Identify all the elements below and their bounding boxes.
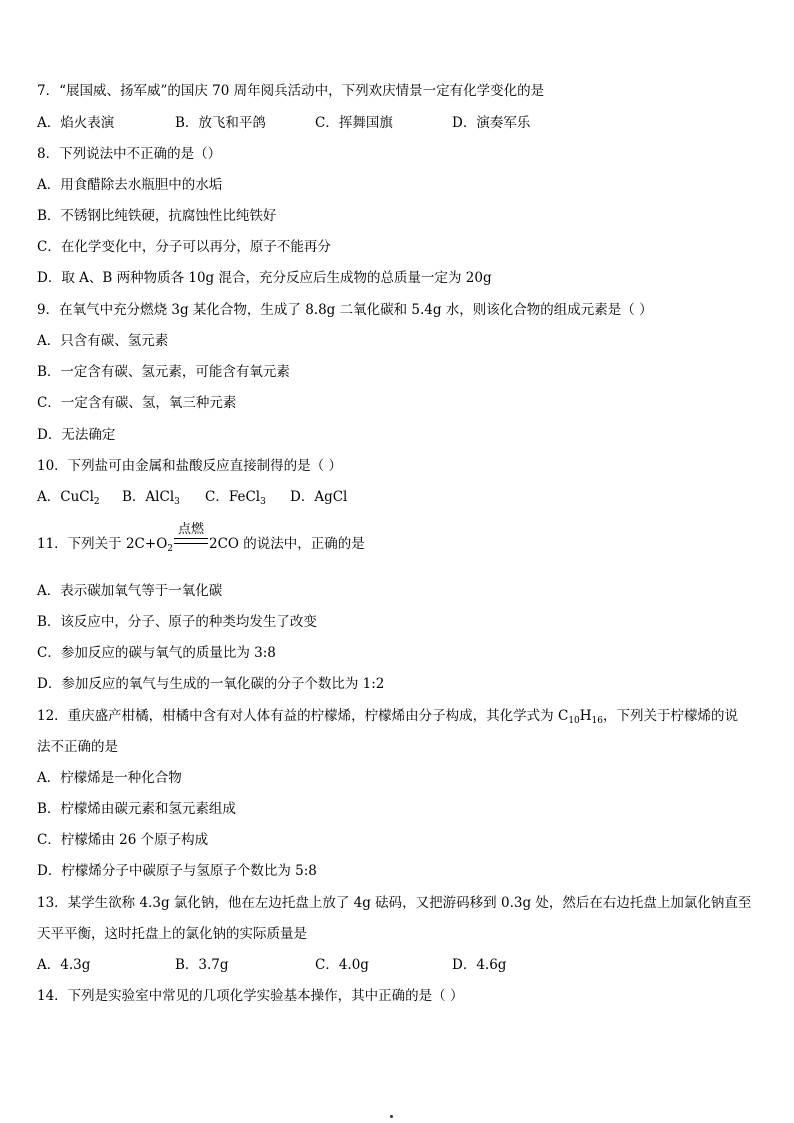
q10-option-b-text: B．AlCl [122,489,175,505]
q10-stem: 10．下列盐可由金属和盐酸反应直接制得的是（ ） [37,458,342,474]
q12-stem-post: ，下列关于柠檬烯的说 [603,708,738,724]
q10-option-c-text: C．FeCl [205,489,261,505]
q12-stem-line1 [37,707,738,730]
q7-option-c: C．挥舞国旗 [315,115,393,131]
q11-product: 2CO [209,536,240,552]
q10-option-d-text: D．AgCl [290,489,348,505]
q13-option-a: A．4.3g [37,957,91,973]
q8-option-b: B．不锈钢比纯铁硬，抗腐蚀性比纯铁好 [37,208,277,224]
q12-option-c: C．柠檬烯由 26 个原子构成 [37,832,209,848]
q11-stem-pre: 11．下列关于 2C+O [37,536,168,552]
q9-stem: 9．在氧气中充分燃烧 3g 某化合物，生成了 8.8g 二氧化碳和 5.4g 水，则该化合物的组成元素是（ ） [37,302,653,318]
q12-option-b: B．柠檬烯由碳元素和氢元素组成 [37,801,236,817]
q12-h: H [579,708,592,724]
q11-stem [37,522,365,558]
q10-option-c [205,488,266,511]
q12-option-a: A．柠檬烯是一种化合物 [37,770,182,786]
q10-option-c-sub: 3 [260,497,266,507]
q7-stem: 7．“展国威、扬军威”的国庆 70 周年阅兵活动中，下列欢庆情景一定有化学变化的是 [37,83,545,99]
q7-option-a: A．焰火表演 [37,115,115,131]
q11-option-d: D．参加反应的氧气与生成的一氧化碳的分子个数比为 1:2 [37,676,385,692]
q8-option-a: A．用食醋除去水瓶胆中的水垢 [37,177,223,193]
q11-option-c: C．参加反应的碳与氧气的质量比为 3:8 [37,645,276,661]
q12-stem-pre: 12．重庆盛产柑橘，柑橘中含有对人体有益的柠檬烯，柠檬烯由分子构成，其化学式为 C [37,708,569,724]
q11-reaction-arrow [173,522,209,553]
q14-stem: 14．下列是实验室中常见的几项化学实验基本操作，其中正确的是（ ） [37,988,464,1004]
q9-option-b: B．一定含有碳、氢元素，可能含有氧元素 [37,364,290,380]
q13-option-b: B．3.7g [175,957,229,973]
q9-option-d: D．无法确定 [37,427,116,443]
q10-option-b-sub: 3 [174,497,180,507]
q7-option-b: B．放飞和平鸽 [175,115,266,131]
q13-option-d: D．4.6g [452,957,507,973]
q9-option-c: C．一定含有碳、氢，氧三种元素 [37,395,237,411]
q11-stem-post: 的说法中，正确的是 [239,536,365,552]
q11-option-a: A．表示碳加氧气等于一氧化碳 [37,583,223,599]
q10-option-b [122,488,180,511]
q11-option-b: B．该反应中，分子、原子的种类均发生了改变 [37,614,317,630]
q7-option-d: D．演奏军乐 [452,115,531,131]
q12-option-d: D．柠檬烯分子中碳原子与氢原子个数比为 5:8 [37,863,317,879]
q8-option-c: C．在化学变化中，分子可以再分，原子不能再分 [37,239,331,255]
q13-stem-line2: 天平平衡，这时托盘上的氯化钠的实际质量是 [37,926,307,942]
q11-condition: 点燃 [178,522,205,537]
q10-option-a [37,488,100,511]
scan-dot [390,1115,393,1118]
q12-h-subscript: 16 [591,716,603,726]
q12-c-subscript: 10 [568,716,580,726]
q10-option-a-text: A．CuCl [37,489,94,505]
q10-option-d [290,488,347,506]
q8-stem: 8．下列说法中不正确的是（） [37,146,222,162]
q13-option-c: C．4.0g [315,957,369,973]
q11-o2-subscript: 2 [167,544,174,554]
q8-option-d: D．取 A、B 两种物质各 10g 混合，充分反应后生成物的总质量一定为 20g [37,270,492,286]
q12-stem-line2: 法不正确的是 [37,739,118,755]
q9-option-a: A．只含有碳、氢元素 [37,333,169,349]
q13-stem-line1: 13．某学生欲称 4.3g 氯化钠，他在左边托盘上放了 4g 砝码，又把游码移到 0.3g 处，然后在右边托盘上加氯化钠直至 [37,895,752,911]
q10-option-a-sub: 2 [93,497,100,507]
